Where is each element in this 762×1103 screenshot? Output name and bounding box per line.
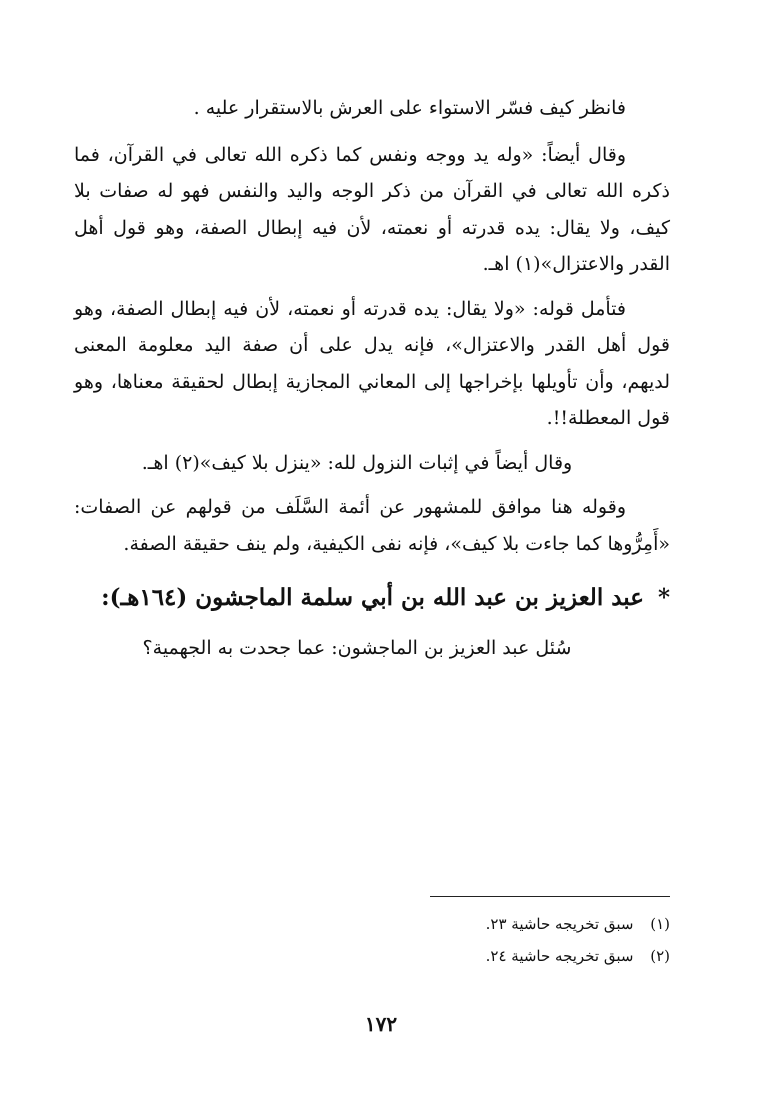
page-body <box>74 90 670 965</box>
paragraph-2: وقال أيضاً: «وله يد ووجه ونفس كما ذكره الله تعالى في القرآن، فما ذكره الله تعالى في القرآن من ذكر الوجه واليد والنفس فهو له صفات بلا كيف، ولا يقال: يده قدرته أو نعمته، لأن فيه إبطال الصفة، وهو قول أهل القدر والاعتزال»(١) اهـ. <box>74 143 670 275</box>
footnote-2-text: سبق تخريجه حاشية ٢٤. <box>485 947 634 965</box>
footnote-1-text: سبق تخريجه حاشية ٢٣. <box>485 915 634 933</box>
footnote-2 <box>74 940 670 972</box>
section-heading <box>74 578 670 618</box>
paragraph-5: وقوله هنا موافق للمشهور عن أئمة السَّلَف من قولهم عن الصفات: «أَمِرُّوها كما جاءت بلا كيف»، فإنه نفى الكيفية، ولم ينف حقيقة الصفة. <box>74 496 670 555</box>
paragraph-4: وقال أيضاً في إثبات النزول لله: «ينزل بلا كيف»(٢) اهـ. <box>141 451 573 474</box>
paragraph-3: فتأمل قوله: «ولا يقال: يده قدرته أو نعمته، لأن فيه إبطال الصفة، وهو قول أهل القدر والاعتزال»، فإنه يدل على أن صفة اليد معلومة المعنى لديهم، وأن تأويلها بإخراجها إلى المعاني المجازية إبطال لحقيقة معناها، وهو قول المعطلة!!. <box>74 297 670 429</box>
paragraph-1: فانظر كيف فسّر الاستواء على العرش بالاستقرار عليه . <box>193 97 626 119</box>
page-number: ١٧٢ <box>364 1012 398 1036</box>
footnote-separator <box>430 896 670 897</box>
question-paragraph: سُئل عبد العزيز بن الماجشون: عما جحدت به الجهمية؟ <box>142 637 572 659</box>
footnote-2-number: (٢) <box>650 947 670 965</box>
footnote-1-number: (١) <box>650 915 670 933</box>
heading-text: عبد العزيز بن عبد الله بن أبي سلمة الماجشون (١٦٤هـ): <box>101 584 644 611</box>
footnotes <box>74 908 670 972</box>
footnote-1 <box>74 908 670 940</box>
heading-star: * <box>657 584 670 611</box>
